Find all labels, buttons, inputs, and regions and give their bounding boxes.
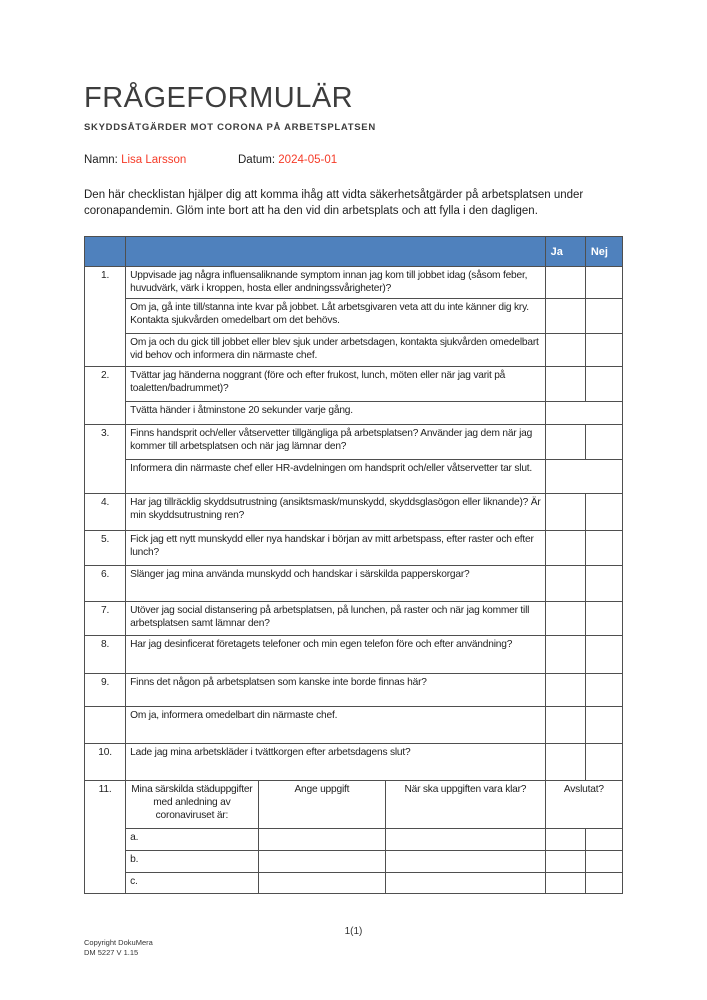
table-row xyxy=(85,566,623,602)
advice-text: Om ja och du gick till jobbet eller blev sjuk under arbetsdagen, kontakta sjukvården omedelbart vid behov och informera din närmaste chef. xyxy=(126,334,546,367)
page-number: 1(1) xyxy=(344,926,363,937)
copyright-text: Copyright DokuMera xyxy=(84,938,153,947)
table-row xyxy=(85,707,623,744)
date-value[interactable]: 2024-05-01 xyxy=(278,154,338,166)
header-number-cell xyxy=(85,237,126,267)
ja-checkbox-cell[interactable] xyxy=(545,494,585,531)
task-done-ja-cell[interactable] xyxy=(545,851,585,873)
row-number: 6. xyxy=(85,566,126,602)
nej-checkbox-cell[interactable] xyxy=(585,636,622,674)
question-text: Slänger jag mina använda munskydd och handskar i särskilda papperskorgar? xyxy=(126,566,546,602)
task-row xyxy=(85,851,623,873)
nej-checkbox-cell[interactable] xyxy=(585,707,622,744)
date-label: Datum: xyxy=(238,154,276,166)
task-done-nej-cell[interactable] xyxy=(585,873,622,894)
advice-text: Om ja, informera omedelbart din närmaste chef. xyxy=(126,707,546,744)
task-col-header-task: Ange uppgift xyxy=(258,781,385,829)
header-ja: Ja xyxy=(545,237,585,267)
checkbox-cell-merged[interactable] xyxy=(545,460,622,494)
table-row xyxy=(85,267,623,299)
table-row xyxy=(85,602,623,636)
page-title: FRÅGEFORMULÄR xyxy=(84,82,354,114)
name-value[interactable]: Lisa Larsson xyxy=(121,154,187,166)
table-row xyxy=(85,425,623,460)
row-number: 10. xyxy=(85,744,126,781)
table-row xyxy=(85,299,623,334)
advice-text: Om ja, gå inte till/stanna inte kvar på jobbet. Låt arbetsgivaren veta att du inte känner dig kry. Kontakta sjukvården omedelbart om det behövs. xyxy=(126,299,546,334)
intro-text: Den här checklistan hjälper dig att komma ihåg att vidta säkerhetsåtgärder på arbetsplatsen under coronapandemin. Glöm inte bort att ha den vid din arbetsplats och att fylla i den dagligen. xyxy=(84,189,584,217)
name-pair xyxy=(84,154,238,166)
table-row xyxy=(85,531,623,566)
ja-checkbox-cell[interactable] xyxy=(545,674,585,707)
ja-checkbox-cell[interactable] xyxy=(545,334,585,367)
task-input-cell[interactable] xyxy=(258,873,385,894)
task-done-nej-cell[interactable] xyxy=(585,829,622,851)
nej-checkbox-cell[interactable] xyxy=(585,531,622,566)
row-number: 1. xyxy=(85,267,126,367)
date-pair xyxy=(238,154,337,166)
checkbox-cell-merged[interactable] xyxy=(545,402,622,425)
nej-checkbox-cell[interactable] xyxy=(585,744,622,781)
row-number: 5. xyxy=(85,531,126,566)
questionnaire-table xyxy=(84,236,623,894)
question-text: Har jag desinficerat företagets telefoner och min egen telefon före och efter användning? xyxy=(126,636,546,674)
table-row xyxy=(85,334,623,367)
task-letter: c. xyxy=(126,873,258,894)
ja-checkbox-cell[interactable] xyxy=(545,531,585,566)
nej-checkbox-cell[interactable] xyxy=(585,299,622,334)
row-number: 9. xyxy=(85,674,126,707)
ja-checkbox-cell[interactable] xyxy=(545,267,585,299)
row-number: 2. xyxy=(85,367,126,425)
row-number: 11. xyxy=(85,781,126,894)
task-col-header-done: Avslutat? xyxy=(545,781,622,829)
ja-checkbox-cell[interactable] xyxy=(545,367,585,402)
table-row xyxy=(85,402,623,425)
table-row xyxy=(85,460,623,494)
table-row xyxy=(85,674,623,707)
page-subtitle: SKYDDSÅTGÄRDER MOT CORONA PÅ ARBETSPLATSEN xyxy=(84,122,376,133)
task-deadline-cell[interactable] xyxy=(386,829,546,851)
task-input-cell[interactable] xyxy=(258,851,385,873)
task-section-label: Mina särskilda städuppgifter med anledning av coronaviruset är: xyxy=(126,781,258,829)
table-header-row xyxy=(85,237,623,267)
header-nej: Nej xyxy=(585,237,622,267)
task-row xyxy=(85,873,623,894)
nej-checkbox-cell[interactable] xyxy=(585,367,622,402)
ja-checkbox-cell[interactable] xyxy=(545,636,585,674)
ja-checkbox-cell[interactable] xyxy=(545,299,585,334)
table-row xyxy=(85,367,623,402)
row-number: 8. xyxy=(85,636,126,674)
task-done-ja-cell[interactable] xyxy=(545,829,585,851)
nej-checkbox-cell[interactable] xyxy=(585,602,622,636)
question-text: Tvättar jag händerna noggrant (före och efter frukost, lunch, möten eller när jag varit på toaletten/badrummet)? xyxy=(126,367,546,402)
task-letter: a. xyxy=(126,829,258,851)
table-row xyxy=(85,636,623,674)
nej-checkbox-cell[interactable] xyxy=(585,267,622,299)
table-row xyxy=(85,781,623,829)
row-number: 4. xyxy=(85,494,126,531)
nej-checkbox-cell[interactable] xyxy=(585,674,622,707)
ja-checkbox-cell[interactable] xyxy=(545,566,585,602)
nej-checkbox-cell[interactable] xyxy=(585,334,622,367)
task-done-ja-cell[interactable] xyxy=(545,873,585,894)
nej-checkbox-cell[interactable] xyxy=(585,566,622,602)
header-question-cell xyxy=(126,237,546,267)
task-input-cell[interactable] xyxy=(258,829,385,851)
question-text: Uppvisade jag några influensaliknande symptom innan jag kom till jobbet idag (såsom feber, huvudvärk, värk i kroppen, hosta eller andningssvårigheter)? xyxy=(126,267,546,299)
footer-copyright-block xyxy=(84,938,623,958)
row-number: 3. xyxy=(85,425,126,494)
task-row xyxy=(85,829,623,851)
nej-checkbox-cell[interactable] xyxy=(585,494,622,531)
table-row xyxy=(85,744,623,781)
name-date-row xyxy=(84,154,623,166)
question-text: Finns handsprit och/eller våtservetter tillgängliga på arbetsplatsen? Använder jag dem när jag kommer till arbetsplatsen och när jag lämnar den? xyxy=(126,425,546,460)
advice-text: Tvätta händer i åtminstone 20 sekunder varje gång. xyxy=(126,402,546,425)
ja-checkbox-cell[interactable] xyxy=(545,744,585,781)
task-deadline-cell[interactable] xyxy=(386,873,546,894)
question-text: Finns det någon på arbetsplatsen som kanske inte borde finnas här? xyxy=(126,674,546,707)
name-label: Namn: xyxy=(84,154,118,166)
nej-checkbox-cell[interactable] xyxy=(585,425,622,460)
ja-checkbox-cell[interactable] xyxy=(545,425,585,460)
task-deadline-cell[interactable] xyxy=(386,851,546,873)
task-done-nej-cell[interactable] xyxy=(585,851,622,873)
advice-text: Informera din närmaste chef eller HR-avdelningen om handsprit och/eller våtservetter tar slut. xyxy=(126,460,546,494)
ja-checkbox-cell[interactable] xyxy=(545,602,585,636)
doc-version: DM 5227 V 1.15 xyxy=(84,948,139,957)
question-text: Har jag tillräcklig skyddsutrustning (ansiktsmask/munskydd, skyddsglasögon eller liknande)? Är min skyddsutrustning ren? xyxy=(126,494,546,531)
question-text: Utöver jag social distansering på arbetsplatsen, på lunchen, på raster och när jag kommer till arbetsplatsen samt lämnar den? xyxy=(126,602,546,636)
table-row xyxy=(85,494,623,531)
row-number xyxy=(85,707,126,744)
task-letter: b. xyxy=(126,851,258,873)
task-col-header-deadline: När ska uppgiften vara klar? xyxy=(386,781,546,829)
row-number: 7. xyxy=(85,602,126,636)
ja-checkbox-cell[interactable] xyxy=(545,707,585,744)
question-text: Lade jag mina arbetskläder i tvättkorgen efter arbetsdagens slut? xyxy=(126,744,546,781)
question-text: Fick jag ett nytt munskydd eller nya handskar i början av mitt arbetspass, efter raster och efter lunch? xyxy=(126,531,546,566)
